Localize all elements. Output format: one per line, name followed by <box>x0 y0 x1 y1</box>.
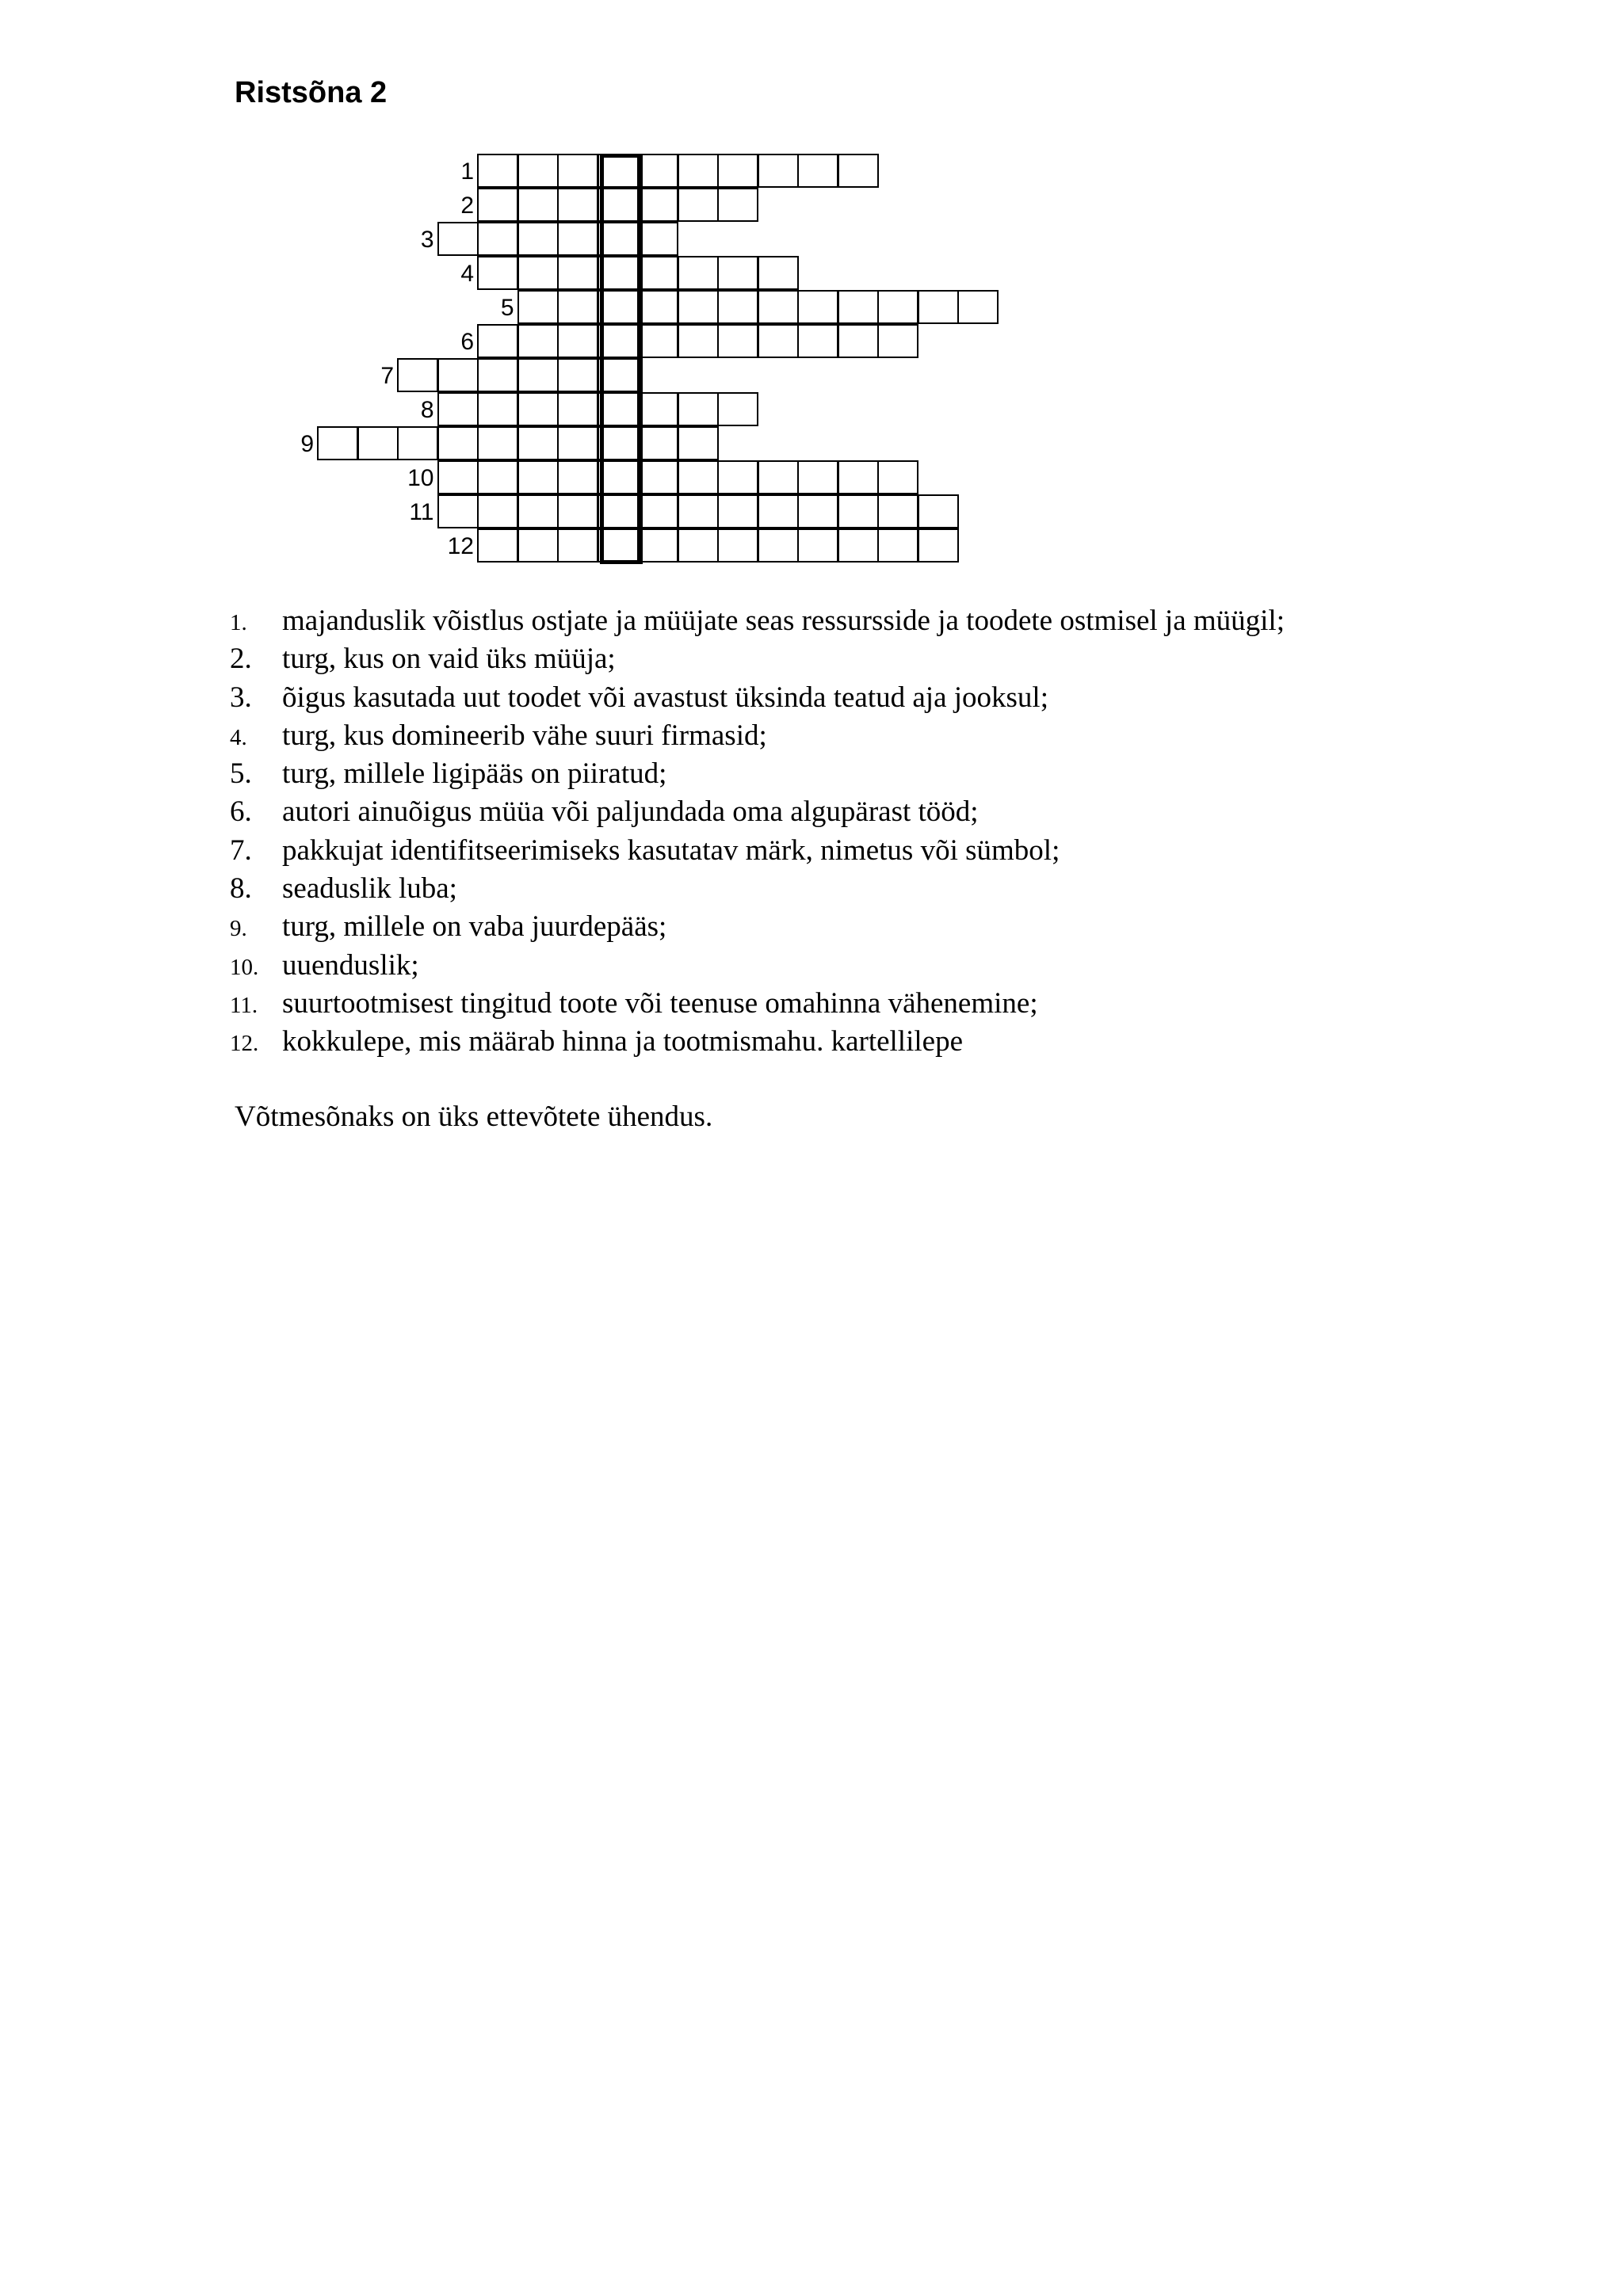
crossword-cell[interactable] <box>678 494 719 528</box>
crossword-cell[interactable] <box>477 528 518 563</box>
crossword-cell[interactable] <box>717 528 758 563</box>
crossword-cell[interactable] <box>477 460 518 494</box>
crossword-cell[interactable] <box>317 426 358 460</box>
crossword-cell[interactable] <box>678 256 719 290</box>
crossword-cell[interactable] <box>598 222 639 256</box>
crossword-cell[interactable] <box>678 392 719 426</box>
crossword-cell[interactable] <box>598 358 639 392</box>
clue-number: 4. <box>230 724 247 750</box>
clue-number: 3. <box>230 681 252 714</box>
clue-number: 6. <box>230 795 252 829</box>
crossword-cell[interactable] <box>517 426 559 460</box>
crossword-cell[interactable] <box>397 358 438 392</box>
crossword-cell[interactable] <box>357 426 399 460</box>
crossword-cell[interactable] <box>477 222 518 256</box>
crossword-cell[interactable] <box>678 188 719 222</box>
clue-item <box>230 870 1285 908</box>
key-word-note: Võtmesõnaks on üks ettevõtete ühendus. <box>235 1100 713 1133</box>
crossword-cell[interactable] <box>637 188 678 222</box>
row-number: 12 <box>447 533 474 559</box>
clue-text: suurtootmisest tingitud toote või teenuse omahinna vähenemine; <box>282 986 1038 1020</box>
clue-text: majanduslik võistlus ostjate ja müüjate seas ressursside ja toodete ostmisel ja müügil; <box>282 605 1285 637</box>
crossword-cell[interactable] <box>517 460 559 494</box>
row-number: 6 <box>460 329 474 355</box>
crossword-cell[interactable] <box>717 324 758 358</box>
crossword-cell[interactable] <box>678 426 719 460</box>
clue-text: uuenduslik; <box>282 948 419 982</box>
row-number: 2 <box>460 193 474 219</box>
crossword-cell[interactable] <box>758 460 799 494</box>
clue-item <box>230 1023 1285 1061</box>
clue-item <box>230 640 1285 678</box>
crossword-cell[interactable] <box>598 188 639 222</box>
crossword-cell[interactable] <box>397 426 438 460</box>
crossword-cell[interactable] <box>637 256 678 290</box>
clue-text: õigus kasutada uut toodet või avastust üksinda teatud aja jooksul; <box>282 681 1048 714</box>
crossword-cell[interactable] <box>557 426 598 460</box>
clue-item <box>230 793 1285 831</box>
crossword-cell[interactable] <box>437 222 479 256</box>
clue-item <box>230 679 1285 717</box>
crossword-cell[interactable] <box>598 528 639 563</box>
crossword-cell[interactable] <box>637 392 678 426</box>
clue-number: 1. <box>230 610 247 635</box>
crossword-cell[interactable] <box>517 358 559 392</box>
row-number: 11 <box>409 499 434 525</box>
crossword-cell[interactable] <box>598 290 639 324</box>
clue-text: turg, millele ligipääs on piiratud; <box>282 757 667 791</box>
crossword-cell[interactable] <box>797 460 838 494</box>
clue-text: turg, millele on vaba juurdepääs; <box>282 910 667 944</box>
crossword-cell[interactable] <box>877 324 918 358</box>
crossword-cell[interactable] <box>678 154 719 188</box>
clue-number: 12. <box>230 1031 259 1057</box>
crossword-cell[interactable] <box>797 290 838 324</box>
crossword-cell[interactable] <box>437 460 479 494</box>
crossword-cell[interactable] <box>758 290 799 324</box>
clue-text: turg, kus domineerib vähe suuri firmasid; <box>282 719 767 752</box>
crossword-cell[interactable] <box>637 494 678 528</box>
crossword-cell[interactable] <box>717 256 758 290</box>
crossword-cell[interactable] <box>598 392 639 426</box>
clue-list <box>230 602 1285 1062</box>
row-number: 4 <box>460 261 474 287</box>
crossword-cell[interactable] <box>678 290 719 324</box>
crossword-cell[interactable] <box>517 222 559 256</box>
crossword-cell[interactable] <box>758 528 799 563</box>
crossword-cell[interactable] <box>557 460 598 494</box>
crossword-cell[interactable] <box>957 290 999 324</box>
crossword-cell[interactable] <box>678 528 719 563</box>
crossword-cell[interactable] <box>637 426 678 460</box>
crossword-grid <box>0 0 1623 602</box>
crossword-cell[interactable] <box>437 426 479 460</box>
crossword-cell[interactable] <box>838 528 879 563</box>
crossword-cell[interactable] <box>678 324 719 358</box>
crossword-cell[interactable] <box>877 494 918 528</box>
crossword-cell[interactable] <box>477 358 518 392</box>
crossword-cell[interactable] <box>637 290 678 324</box>
crossword-cell[interactable] <box>797 528 838 563</box>
crossword-cell[interactable] <box>598 256 639 290</box>
crossword-cell[interactable] <box>797 324 838 358</box>
row-number: 10 <box>407 465 434 491</box>
crossword-cell[interactable] <box>557 392 598 426</box>
crossword-cell[interactable] <box>637 324 678 358</box>
crossword-cell[interactable] <box>557 324 598 358</box>
row-number: 1 <box>460 158 474 185</box>
crossword-cell[interactable] <box>838 154 879 188</box>
row-number: 7 <box>380 363 394 389</box>
clue-number: 9. <box>230 916 247 942</box>
clue-item <box>230 908 1285 946</box>
crossword-cell[interactable] <box>758 256 799 290</box>
crossword-cell[interactable] <box>717 154 758 188</box>
crossword-cell[interactable] <box>598 324 639 358</box>
row-number: 3 <box>420 227 434 253</box>
crossword-cell[interactable] <box>477 256 518 290</box>
crossword-cell[interactable] <box>918 494 959 528</box>
crossword-cell[interactable] <box>717 188 758 222</box>
crossword-cell[interactable] <box>838 460 879 494</box>
crossword-cell[interactable] <box>797 494 838 528</box>
crossword-cell[interactable] <box>557 154 598 188</box>
crossword-cell[interactable] <box>877 460 918 494</box>
crossword-cell[interactable] <box>637 460 678 494</box>
crossword-cell[interactable] <box>517 154 559 188</box>
clue-text: kokkulepe, mis määrab hinna ja tootmismahu. kartellilepe <box>282 1025 963 1058</box>
clue-item <box>230 717 1285 755</box>
crossword-cell[interactable] <box>717 494 758 528</box>
crossword-cell[interactable] <box>758 324 799 358</box>
crossword-cell[interactable] <box>517 528 559 563</box>
crossword-cell[interactable] <box>838 324 879 358</box>
crossword-cell[interactable] <box>838 494 879 528</box>
row-number: 9 <box>300 431 314 457</box>
crossword-cell[interactable] <box>517 324 559 358</box>
crossword-cell[interactable] <box>717 290 758 324</box>
crossword-cell[interactable] <box>517 256 559 290</box>
crossword-cell[interactable] <box>598 154 639 188</box>
clue-text: turg, kus on vaid üks müüja; <box>282 643 616 676</box>
crossword-cell[interactable] <box>557 188 598 222</box>
crossword-cell[interactable] <box>557 358 598 392</box>
crossword-cell[interactable] <box>598 426 639 460</box>
crossword-cell[interactable] <box>838 290 879 324</box>
crossword-cell[interactable] <box>557 256 598 290</box>
clue-number: 10. <box>230 954 259 980</box>
crossword-cell[interactable] <box>637 154 678 188</box>
crossword-cell[interactable] <box>557 528 598 563</box>
crossword-cell[interactable] <box>517 392 559 426</box>
clue-item <box>230 947 1285 985</box>
crossword-cell[interactable] <box>598 460 639 494</box>
crossword-cell[interactable] <box>437 392 479 426</box>
crossword-cell[interactable] <box>797 154 838 188</box>
clue-item <box>230 755 1285 793</box>
crossword-cell[interactable] <box>918 528 959 563</box>
clue-number: 5. <box>230 757 252 791</box>
row-number: 8 <box>420 397 434 423</box>
crossword-cell[interactable] <box>717 460 758 494</box>
crossword-cell[interactable] <box>877 528 918 563</box>
crossword-cell[interactable] <box>477 426 518 460</box>
clue-number: 2. <box>230 643 252 676</box>
clue-text: autori ainuõigus müüa või paljundada oma algupärast tööd; <box>282 795 979 829</box>
crossword-cell[interactable] <box>678 460 719 494</box>
crossword-cell[interactable] <box>557 290 598 324</box>
clue-text: pakkujat identifitseerimiseks kasutatav märk, nimetus või sümbol; <box>282 833 1060 867</box>
crossword-cell[interactable] <box>437 494 479 528</box>
clue-number: 8. <box>230 872 252 906</box>
page-title: Ristsõna 2 <box>235 76 388 109</box>
crossword-cell[interactable] <box>877 290 918 324</box>
crossword-cell[interactable] <box>918 290 959 324</box>
crossword-cell[interactable] <box>758 494 799 528</box>
clue-number: 11. <box>230 992 258 1018</box>
clue-item <box>230 602 1285 640</box>
crossword-cell[interactable] <box>557 222 598 256</box>
clue-number: 7. <box>230 833 252 867</box>
crossword-cell[interactable] <box>517 290 559 324</box>
crossword-cell[interactable] <box>517 494 559 528</box>
clue-item <box>230 985 1285 1023</box>
clue-text: seaduslik luba; <box>282 872 457 906</box>
crossword-cell[interactable] <box>477 494 518 528</box>
crossword-cell[interactable] <box>477 324 518 358</box>
crossword-cell[interactable] <box>557 494 598 528</box>
clue-item <box>230 832 1285 870</box>
crossword-cell[interactable] <box>477 188 518 222</box>
crossword-cell[interactable] <box>477 392 518 426</box>
row-number: 5 <box>500 295 514 321</box>
crossword-cell[interactable] <box>637 528 678 563</box>
crossword-cell[interactable] <box>637 222 678 256</box>
crossword-cell[interactable] <box>717 392 758 426</box>
crossword-cell[interactable] <box>477 154 518 188</box>
crossword-cell[interactable] <box>598 494 639 528</box>
crossword-cell[interactable] <box>437 358 479 392</box>
crossword-cell[interactable] <box>517 188 559 222</box>
crossword-cell[interactable] <box>758 154 799 188</box>
